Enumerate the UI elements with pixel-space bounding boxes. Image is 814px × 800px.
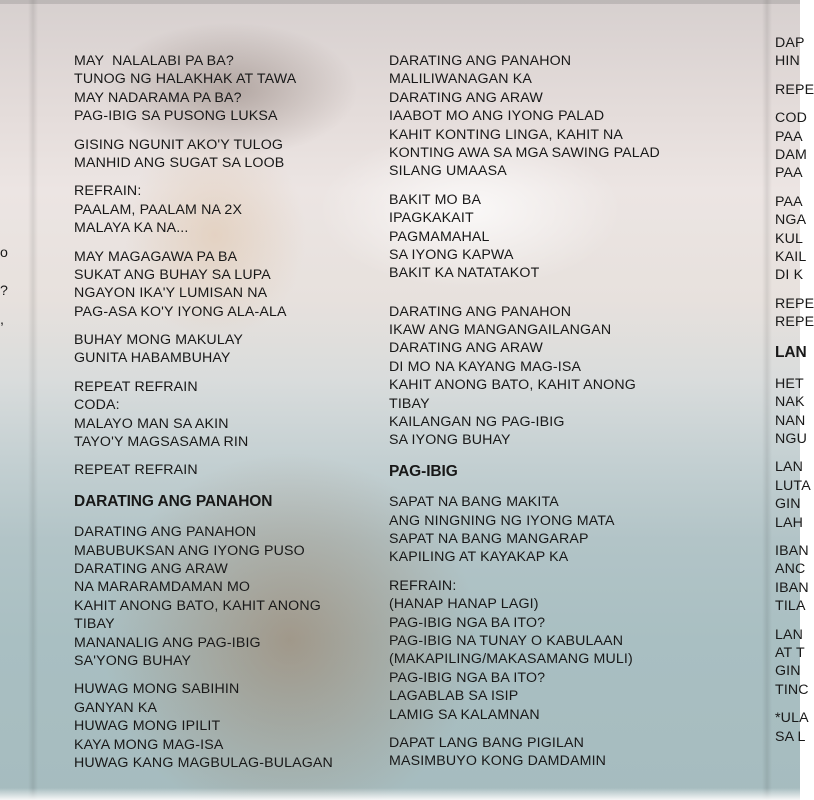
lyric-line: MABUBUKSAN ANG IYONG PUSO: [74, 542, 305, 559]
stanza-break: [389, 450, 660, 460]
lyric-line: TUNOG NG HALAKHAK AT TAWA: [74, 71, 297, 88]
stanza-break: [775, 448, 800, 458]
stanza-break: [775, 71, 800, 81]
lyric-line: MAY MAGAGAWA PA BA: [74, 248, 238, 265]
lyric-line: MANANALIG ANG PAG-IBIG: [74, 634, 261, 651]
stanza-break: [74, 670, 333, 680]
lyric-line: KAIL: [775, 248, 807, 265]
lyrics-column-left-edge: [0, 244, 14, 329]
stanza-break: [74, 480, 333, 490]
lyric-line: NAN: [775, 412, 806, 429]
lyric-line: PAGMAMAHAL: [389, 228, 490, 245]
scan-edge-top: [0, 0, 800, 4]
lyric-line: SA IYONG KAPWA: [389, 246, 514, 263]
lyric-line: BAKIT MO BA: [389, 191, 482, 208]
lyric-line: LAN: [775, 626, 804, 643]
lyric-line: KAHIT ANONG BATO, KAHIT ANONG: [74, 597, 321, 614]
lyric-line: IBAN: [775, 579, 809, 596]
lyric-line: PAG-IBIG NGA BA ITO?: [389, 669, 546, 686]
page-fold-left: [28, 0, 38, 800]
stanza-break: [74, 321, 333, 331]
lyric-line: PAG-IBIG NA TUNAY O KABULAAN: [389, 632, 624, 649]
lyric-line: HUWAG KANG MAGBULAG-BULAGAN: [74, 754, 333, 771]
lyric-line: REFRAIN:: [389, 577, 457, 594]
lyric-line: MALAYA KA NA...: [74, 220, 189, 237]
lyric-line: GISING NGUNIT AKO'Y TULOG: [74, 136, 284, 153]
lyric-line: GANYAN KA: [74, 699, 158, 716]
lyric-line: LAMIG SA KALAMNAN: [389, 706, 540, 723]
scan-edge-bottom: [0, 788, 800, 800]
lyric-line: TIBAY: [74, 616, 115, 633]
lyric-line: MANHID ANG SUGAT SA LOOB: [74, 154, 285, 171]
lyric-line: MASIMBUYO KONG DAMDAMIN: [389, 753, 607, 770]
stanza-break: [775, 99, 800, 109]
stanza-break: [389, 567, 660, 577]
lyric-line: SILANG UMAASA: [389, 163, 507, 180]
lyric-line: NGU: [775, 431, 807, 448]
lyric-line: DI K: [775, 267, 804, 284]
lyric-line: ANC: [775, 561, 806, 578]
lyric-line: SAPAT NA BANG MANGARAP: [389, 530, 589, 547]
lyric-line: PAA: [775, 128, 803, 145]
song-title: PAG-IBIG: [389, 462, 458, 480]
lyric-line: MALILIWANAGAN KA: [389, 71, 532, 88]
lyric-line: DAPAT LANG BANG PIGILAN: [389, 734, 585, 751]
lyric-line: AT T: [775, 644, 805, 661]
lyric-line: HUWAG MONG IPILIT: [74, 718, 221, 735]
lyric-line: CODA:: [74, 397, 120, 414]
lyric-line: KUL: [775, 230, 804, 247]
lyric-line: REPE: [775, 314, 814, 331]
lyric-line: SA L: [775, 728, 806, 745]
lyric-line: PAG-ASA KO'Y IYONG ALA-ALA: [74, 303, 287, 320]
stanza-break: [74, 172, 333, 182]
lyric-line: DARATING ANG PANAHON: [389, 303, 572, 320]
stanza-break: [775, 183, 800, 193]
stanza-break: [0, 301, 14, 311]
song-title: LAN: [775, 344, 807, 362]
page-fold-right: [762, 0, 772, 800]
lyric-line: ANG NINGNING NG IYONG MATA: [389, 512, 615, 529]
song-title: DARATING ANG PANAHON: [74, 492, 273, 510]
lyric-line: DARATING ANG ARAW: [389, 340, 543, 357]
lyric-line: DARATING ANG PANAHON: [74, 524, 257, 541]
lyric-line: ,: [0, 311, 5, 328]
lyric-line: SA IYONG BUHAY: [389, 432, 511, 449]
stanza-break: [74, 126, 333, 136]
lyric-line: KAHIT ANONG BATO, KAHIT ANONG: [389, 377, 636, 394]
lyric-line: SAPAT NA BANG MAKITA: [389, 494, 559, 511]
lyric-line: REPEAT REFRAIN: [74, 462, 198, 479]
lyrics-column-1: [74, 52, 333, 772]
lyric-line: PAALAM, PAALAM NA 2X: [74, 201, 243, 218]
lyric-line: PAA: [775, 165, 803, 182]
lyric-line: DARATING ANG ARAW: [74, 560, 228, 577]
lyric-line: HUWAG MONG SABIHIN: [74, 681, 240, 698]
stanza-break: [74, 368, 333, 378]
lyric-line: GIN: [775, 496, 801, 513]
lyric-line: LAH: [775, 514, 804, 531]
lyric-line: KAYA MONG MAG-ISA: [74, 736, 224, 753]
lyrics-column-3-cut: [775, 34, 814, 746]
lyric-line: MALAYO MAN SA AKIN: [74, 415, 229, 432]
lyric-line: NA MARARAMDAMAN MO: [74, 579, 251, 596]
lyric-line: NAK: [775, 394, 805, 411]
stanza-break: [389, 181, 660, 191]
lyric-line: TINC: [775, 681, 809, 698]
lyric-line: (HANAP HANAP LAGI): [389, 596, 539, 613]
lyric-line: o: [0, 245, 9, 261]
lyric-line: PAG-IBIG SA PUSONG LUKSA: [74, 108, 278, 125]
lyric-line: MAY NADARAMA PA BA?: [74, 89, 242, 106]
lyric-line: LAGABLAB SA ISIP: [389, 688, 519, 705]
lyric-line: HIN: [775, 53, 800, 70]
lyric-line: TIBAY: [389, 395, 430, 412]
lyric-line: IPAGKAKAIT: [389, 210, 474, 227]
lyric-line: SA'YONG BUHAY: [74, 652, 192, 669]
lyric-line: BAKIT KA NATATAKOT: [389, 265, 540, 282]
lyric-line: BUHAY MONG MAKULAY: [74, 332, 244, 349]
lyric-line: KAPILING AT KAYAKAP KA: [389, 549, 569, 566]
lyric-line: MAY NALALABI PA BA?: [74, 53, 234, 69]
lyric-line: IAABOT MO ANG IYONG PALAD: [389, 108, 605, 125]
lyric-line: REPE: [775, 81, 814, 98]
lyric-line: IKAW ANG MANGANGAILANGAN: [389, 322, 612, 339]
stanza-break: [389, 724, 660, 734]
stanza-break: [775, 331, 800, 341]
lyric-line: KAHIT KONTING LINGA, KAHIT NA: [389, 126, 624, 143]
stanza-break: [775, 616, 800, 626]
lyric-line: TILA: [775, 598, 806, 615]
stanza-break: [775, 532, 800, 542]
lyric-line: GUNITA HABAMBUHAY: [74, 350, 231, 367]
lyric-line: *ULA: [775, 710, 809, 727]
lyric-line: KAILANGAN NG PAG-IBIG: [389, 414, 565, 431]
stanza-break: [74, 238, 333, 248]
lyric-line: REPEAT REFRAIN: [74, 378, 198, 395]
lyric-line: NGAYON IKA'Y LUMISAN NA: [74, 285, 268, 302]
stanza-break: [0, 262, 14, 272]
lyric-line: SUKAT ANG BUHAY SA LUPA: [74, 266, 271, 283]
lyric-line: (MAKAPILING/MAKASAMANG MULI): [389, 651, 633, 668]
lyric-line: TAYO'Y MAGSASAMA RIN: [74, 434, 249, 451]
lyric-line: PAG-IBIG NGA BA ITO?: [389, 614, 546, 631]
stanza-break: [775, 285, 800, 295]
stanza-break: [0, 272, 14, 282]
stanza-break: [389, 283, 660, 293]
lyric-line: DAM: [775, 146, 807, 163]
stanza-break: [389, 293, 660, 303]
lyric-line: REPE: [775, 295, 814, 312]
stanza-break: [74, 451, 333, 461]
lyric-line: DARATING ANG PANAHON: [389, 53, 572, 69]
lyric-line: DI MO NA KAYANG MAG-ISA: [389, 358, 582, 375]
lyric-line: LAN: [775, 459, 804, 476]
lyric-line: HET: [775, 375, 804, 392]
lyric-line: PAA: [775, 193, 803, 210]
lyric-line: DARATING ANG ARAW: [389, 89, 543, 106]
stanza-break: [775, 699, 800, 709]
lyric-line: ?: [0, 283, 9, 300]
lyric-line: COD: [775, 110, 807, 127]
lyric-line: REFRAIN:: [74, 183, 142, 200]
lyrics-column-2: [389, 52, 660, 771]
lyric-line: LUTA: [775, 477, 811, 494]
lyric-line: GIN: [775, 663, 801, 680]
lyric-line: NGA: [775, 212, 807, 229]
lyric-line: DAP: [775, 35, 805, 51]
lyric-line: KONTING AWA SA MGA SAWING PALAD: [389, 144, 660, 161]
lyric-line: IBAN: [775, 542, 809, 559]
